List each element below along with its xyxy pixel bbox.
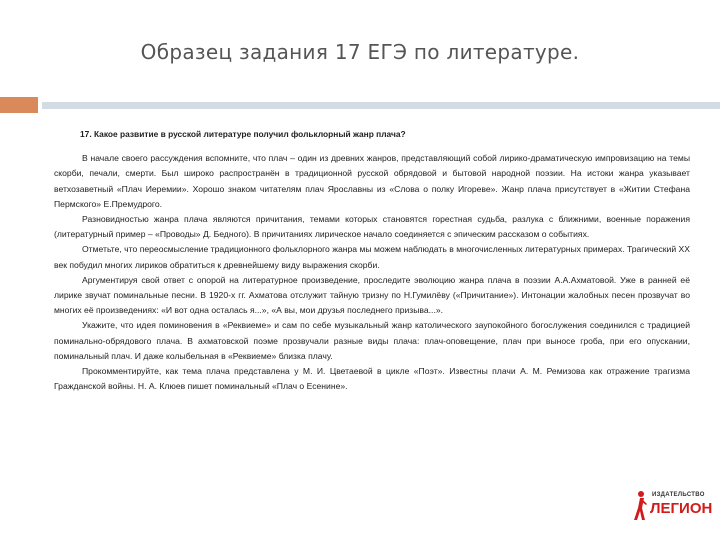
logo-subtitle: ИЗДАТЕЛЬСТВО <box>652 492 705 498</box>
paragraph: Аргументируя свой ответ с опорой на литературное произведение, проследите эволюцию жанра плача в поэзии А.А.Ахматовой. Уже в ранней её лирике звучат поминальные песни. В 1920-х гг. Ахматова отслужит тайную тризну по Н.Гумилёву («Причитание»). Интонации жалобных песен прозвучат во многих её произведениях: «И вот одна осталась я...», «А вы, мои друзья последнего призыва...». <box>54 274 690 316</box>
paragraph: Отметьте, что переосмысление традиционного фольклорного жанра мы можем наблюдать в многочисленных литературных примерах. Трагический XX век побудил многих лириков обратиться к древнейшему виду выражения скорби. <box>54 244 690 270</box>
paragraph: В начале своего рассуждения вспомните, что плач – один из древних жанров, представляющий собой лирико-драматическую импровизацию на темы скорби, печали, смерти. Был широко распространён в традиционной русской обрядовой и бытовой народной поэзии. На истоки жанра указывает ветхозаветный «Плач Иеремии». Хорошо знаком читателям плач Ярославны из «Слова о полку Игореве». Жанр плача присутствует в «Житии Стефана Пермского» Е.Премудрого. <box>54 153 690 209</box>
task-content <box>54 127 690 394</box>
task-question: 17. Какое развитие в русской литературе получил фольклорный жанр плача? <box>80 129 406 139</box>
legion-figure-icon <box>632 490 648 524</box>
header-rule <box>42 102 720 109</box>
publisher-logo <box>632 486 713 526</box>
slide-title: Образец задания 17 ЕГЭ по литературе. <box>140 40 580 64</box>
paragraph: Разновидностью жанра плача являются причитания, темами которых становятся горестная судьба, разлука с ближними, военные поражения (литературный пример – «Проводы» Д. Бедного). В причитаниях лирическое начало соединяется с эпическим рассказом о событиях. <box>54 214 690 240</box>
logo-name: ЛЕГИОН <box>650 500 713 517</box>
paragraph: Прокомментируйте, как тема плача представлена у М. И. Цветаевой в цикле «Поэт». Известны плачи А. М. Ремизова как отражение трагизма Гражданской войны. Н. А. Клюев пишет поминальный «Плач о Есенине». <box>54 366 690 392</box>
paragraph: Укажите, что идея поминовения в «Реквиеме» и сам по себе музыкальный жанр католического заупокойного богослужения соединился с традицией поминально-обрядового плача. В ахматовской поэме прозвучали разные виды плача: плач-оповещение, плач при выносе гроба, при его опускании, поминальный плач. И даже колыбельная в «Реквиеме» близка плачу. <box>54 320 690 361</box>
accent-block <box>0 97 38 113</box>
